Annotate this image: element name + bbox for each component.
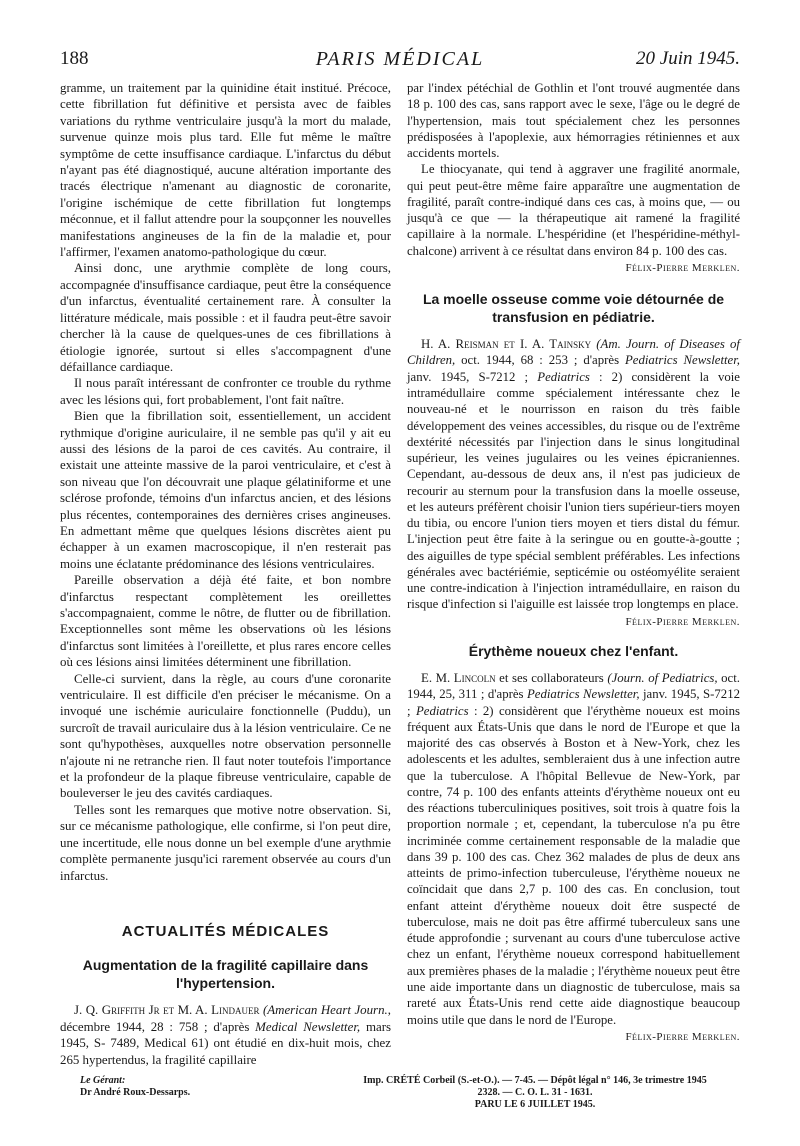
left-paragraph-3: Il nous paraît intéressant de confronter ce trouble du rythme avec les lésions qui, fort probablement, l'ont fait naître. [60,376,391,407]
article-authors: J. Q. Griffith Jr et M. A. Lindauer [74,1003,260,1018]
page-header [60,48,740,76]
reference-text: janv. 1945, S-7212 ; [407,687,741,718]
issue-date: 20 Juin 1945. [636,48,740,69]
gerant-block [80,1075,190,1099]
reference-text: et ses collaborateurs [495,670,608,685]
journal-reference: (Journ. of Pediatrics, [607,670,718,685]
reference-text: oct. 1944, 68 : 253 ; d'après [455,353,625,368]
right-paragraph-1: par l'index pétéchial de Gothlin et l'ont trouvé augmentée dans 18 p. 100 des cas, sans rapport avec le sexe, l'âge ou le degré de l'hypertension, mais tout spécialement chez les personnes prédisposées à l'apoplexie, aux hémorragies rétiniennes et aux accidents mortels. [407,81,740,161]
right-paragraph-2: Le thiocyanate, qui tend à aggraver une fragilité anormale, qui peut peut-être même faire apparaître une augmentation de fragilité, paraît contre-indiqué dans ces cas, à moins que, — ou jusqu'à ce que — la thérapeutique ait ramené la fragilité capillaire à la normale. L'hespéridine (et l'hespéridine-méthyl-chalcone) arrivent à ce résultat dans environ 84 p. 100 des cas. [407,162,740,258]
imprint-block [330,1075,740,1111]
right-column [407,80,740,1045]
left-paragraph-5: Pareille observation a déjà été faite, et bon nombre d'infarctus respectant complètement les oreillettes s'accompagnaient, comme le nôtre, de flutter ou de fibrillation. Exceptionnelles sont même les observations où les lésions d'infarctus sont limitées à l'oreillette, et plus rares encore celles où ces lésions ainsi limitées déterminent une fibrillation. [60,573,391,670]
article-title-capillary-fragility: Augmentation de la fragilité capillaire dans l'hypertension. [82,957,369,992]
article-title-erythema: Érythème noueux chez l'enfant. [468,642,679,659]
left-paragraph-7: Telles sont les remarques que motive notre observation. Si, sur ce mécanisme pathologique, elle confirme, si l'on peut dire, une incertitude, elle nous donne un bel exemple d'une arythmie complète permanente jusqu'ici rarement observée au cours d'un infarctus. [60,802,391,883]
newsletter-reference: Pediatrics Newsletter, [526,687,640,702]
reference-text: janv. 1945, S-7212 ; [407,369,538,384]
journal-reference: (Am. Journ. of Diseases of Children, [407,337,740,368]
page-number: 188 [60,48,89,69]
article-text: mars 1945, S- 7489, Medical 61) ont étudié en dix-huit mois, chez 265 hypertendus, la fragilité capillaire [60,1019,392,1067]
author-signature: Félix-Pierre Merklen. [625,615,740,628]
journal-title: PARIS MÉDICAL [315,48,485,70]
article-body-bone-marrow [407,336,740,613]
section-title: ACTUALITÉS MÉDICALES [121,922,330,940]
newsletter-reference: Pediatrics Newsletter, [624,353,740,368]
journal-reference: (American Heart Journ. [262,1003,388,1018]
article-authors: H. A. Reisman et I. A. Tainsky [421,337,592,352]
article-body-capillary-fragility [60,1002,391,1068]
author-signature: Félix-Pierre Merklen. [625,261,740,274]
author-signature: Félix-Pierre Merklen. [625,1030,740,1043]
left-paragraph-1: gramme, un traitement par la quinidine était institué. Précoce, cette fibrillation fut définitive et persista avec de faibles variations du rythme ventriculaire jusqu'à la mort du malade, survenue quinze mois plus tard. Elle fut même le maître symptôme de cette insuffisance cardiaque. L'infarctus du début n'ayant pas été diagnostiqué, aucune altération importante des tracés électrique n'amenant au diagnostic de coronarite, l'origine ischémique de cette fibrillation fut longtemps méconnue, et il fallut attendre pour la soupçonner les nouvelles manifestations angineuses de la fin de la maladie et, pour l'affirmer, l'examen anatomo-pathologique du cœur. [60,81,391,260]
imprint-line-3: PARU LE 6 JUILLET 1945. [474,1099,596,1110]
reference-text: oct. 1944, 25, 311 ; d'après [407,670,740,702]
imprint-line-2: 2328. — C. O. L. 31 - 1631. [477,1087,593,1098]
imprint-line-1: Imp. CRÉTÉ Corbeil (S.-et-O.). — 7-45. — Dépôt légal n° 146, 3e trimestre 1945 [363,1075,707,1086]
left-column [60,80,391,1068]
article-text: : 2) considèrent la voie intramédullaire comme spécialement intéressante chez le nouveau-né et le nourrisson en raison du très faible développement des veines accessibles, du risque ou de l'extrême dextérité nécessités par l'injection dans le sinus longitudinal supérieur, les veines jugulaires ou les veines épicraniennes. Cependant, au-dessous de deux ans, il n'est pas judicieux de recourir au sternum pour la transfusion dans la moelle osseuse, et les auteurs préfèrent choisir l'union tiers supérieur-tiers moyen du tibia, ou encore l'union tiers moyen et tiers distal du fémur. L'injection peut être faite à la seringue ou en goutte-à-goutte ; des aiguilles de type spécial semblent préférables. Les infections générales avec bactériémie, septicémie ou ostéomyélite seraient une contre-indication à l'injection intramédullaire, en raison du risque d'infection si l'aiguille est laissée trop longtemps en place. [407,369,740,612]
article-body-erythema [407,670,740,1028]
gerant-label: Le Gérant: [80,1075,126,1086]
left-paragraph-4: Bien que la fibrillation soit, essentiellement, un accident rythmique d'origine auriculaire, il ne semble pas qu'il y ait eu aussi des lésions de la paroi de ces cavités. Au contraire, il existait une atteinte massive de la paroi ventriculaire, et c'est à son niveau que l'on découvrait une plaque gélatiniforme et une sclérose profonde, témoins d'un infarctus ancien, et des lésions plus récentes, contemporaines des dernières crises angineuses. En admettant même que quelques lésions discrètes aient pu échapper à un examen macroscopique, il n'en resterait pas moins une éclatante prédominance des lésions ventriculaires. [60,409,391,571]
pediatrics-reference: Pediatrics [415,703,469,718]
left-paragraph-6: Celle-ci survient, dans la règle, au cours d'une coronarite ventriculaire. Il est difficile d'en préciser le mécanisme. On a invoqué une ischémie auriculaire fonctionnelle (Puddu), un surcroît de travail auriculaire dus à la lésion ventriculaire. Ce ne sont qu'hypothèses, auxquelles notre observation personnelle n'ajoute ni ne retranche rien. Il faut noter toutefois l'importance et la profondeur de la plaque fibreuse ventriculaire, capable de bouleverser le jeu des cavités cardiaques. [60,671,391,801]
reference-text: , décembre 1944, 28 : 758 ; d'après [60,1003,391,1034]
article-text: : 2) considèrent que l'érythème noueux est moins fréquent aux États-Unis que dans le nord de l'Europe et que la majorité des cas observés à Boston et à New-York, chez les adolescents et les adultes, sembleraient dus à une infection autre que la tuberculose. A l'hôpital Bellevue de New-York, par contre, 74 p. 100 des enfants atteints d'érythème noueux ont eu des réactions tuberculiniques positives, soit trois à quatre fois la proportion normale ; et, cependant, la tuberculose n'a pu être incriminée comme certainement responsable de la maladie que dans 39 p. 100 des cas. Chez 362 malades de plus de deux ans atteints de primo-infection tuberculeuse, l'érythème noueux ne coïncidait que dans 2,7 p. 100 des cas. En conclusion, tout enfant atteint d'érythème noueux doit être suspecté de tuberculose, mais ne doit pas être affirmé tuberculeux sans une étude approfondie ; survenant au cours d'une tuberculose active chez un enfant, l'érythème noueux correspond habituellement aux premières phases de la maladie ; l'érythème noueux peut être une aide importante dans un diagnostic de tuberculose, mais sa rareté aux États-Unis rend cette aide diagnostique beaucoup moins utile que dans le nord de l'Europe. [407,703,740,1027]
article-title-bone-marrow: La moelle osseuse comme voie détournée de transfusion en pédiatrie. [422,291,725,326]
left-paragraph-2: Ainsi donc, une arythmie complète de long cours, accompagnée d'insuffisance cardiaque, peut être la conséquence d'un infarctus, éventualité certainement rare. À consulter la littérature médicale, mais possible : et il faudra peut-être savoir chercher là la cause de quelques-unes de ces fibrillations à étiologie ignorée, surtout si elles s'accompagnent d'une défaillance cardiaque. [60,261,391,374]
pediatrics-reference: Pediatrics [537,369,590,384]
article-authors: E. M. Lincoln [421,670,496,685]
newsletter-reference: Medical Newsletter, [255,1019,361,1034]
gerant-name: Dr André Roux-Dessarps. [80,1087,191,1098]
